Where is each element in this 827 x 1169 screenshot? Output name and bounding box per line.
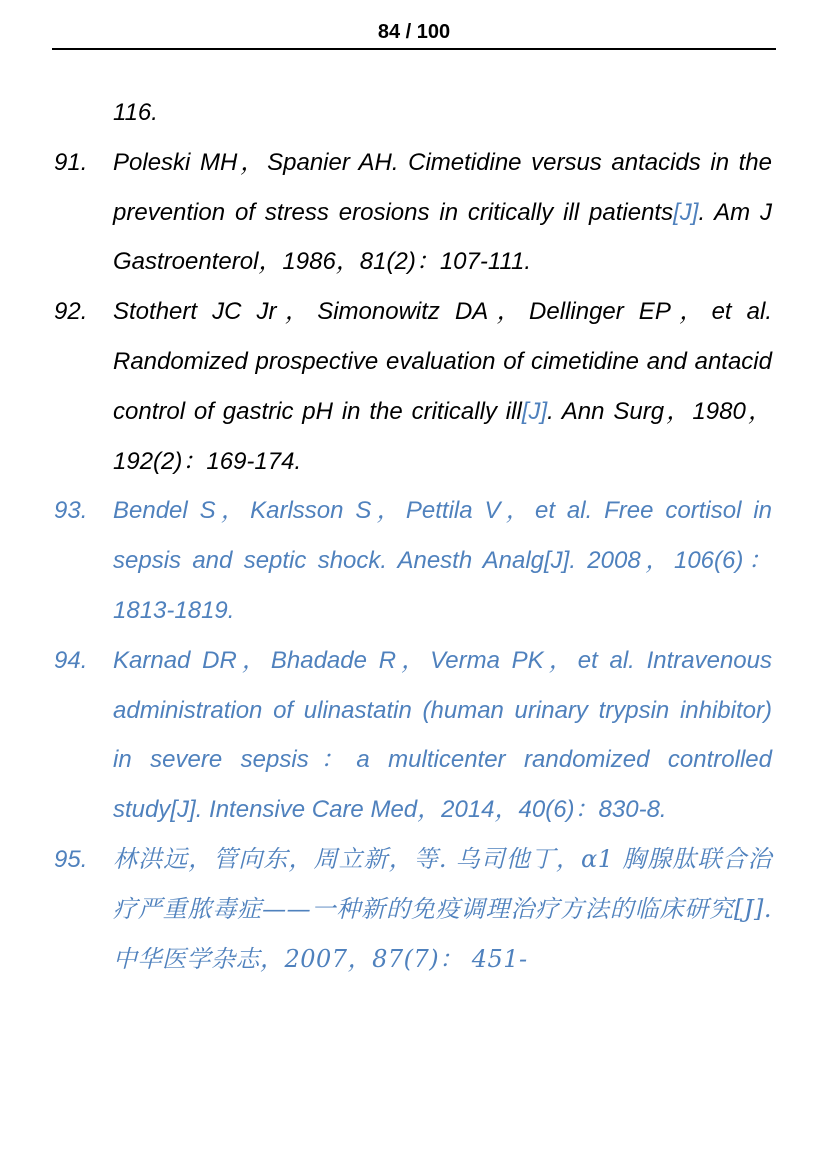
reference-93 bbox=[52, 486, 772, 635]
reference-text: Karnad DR，Bhadade R，Verma PK，et al. Intravenous administration of ulinastatin (human urinary trypsin inhibitor) in severe sepsis：a multicenter randomized controlled study[J]. Intensive Care Med，2014，40(6)：830-8. bbox=[113, 646, 772, 824]
reference-source: . Am J Gastroenterol，1986，81(2)：107-111. bbox=[113, 198, 772, 276]
page-number: 84 / 100 bbox=[377, 21, 451, 43]
reference-list bbox=[52, 88, 772, 984]
reference-type-tag: [J] bbox=[673, 198, 699, 226]
reference-number: 91. bbox=[54, 148, 88, 176]
reference-text: Stothert JC Jr，Simonowitz DA，Dellinger EP，et al. Randomized prospective evaluation of cimetidine and antacid control of gastric pH in the critically ill bbox=[113, 298, 772, 425]
reference-continuation-text: 116. bbox=[113, 99, 158, 126]
reference-type-tag: [J] bbox=[521, 397, 548, 425]
reference-95 bbox=[52, 835, 772, 984]
reference-text: 林洪远，管向东，周立新，等. 乌司他丁，α1 胸腺肽联合治疗严重脓毒症——一种新的免疫调理治疗方法的临床研究[J]. 中华医学杂志，2007，87(7)： 451- bbox=[113, 844, 772, 973]
reference-number: 95. bbox=[54, 845, 88, 873]
reference-number: 94. bbox=[54, 646, 88, 674]
reference-text: Bendel S，Karlsson S，Pettila V，et al. Free cortisol in sepsis and septic shock. Anesth Analg[J]. 2008，106(6)：1813-1819. bbox=[113, 497, 772, 624]
reference-text: Poleski MH，Spanier AH. Cimetidine versus antacids in the prevention of stress erosions in critically ill patients bbox=[113, 148, 772, 226]
page-header bbox=[52, 16, 776, 50]
reference-number: 92. bbox=[54, 298, 88, 326]
reference-source: . Ann Surg，1980，192(2)：169-174. bbox=[113, 397, 773, 475]
reference-92 bbox=[52, 287, 772, 486]
reference-94 bbox=[52, 636, 772, 835]
reference-number: 93. bbox=[54, 497, 88, 525]
reference-continuation bbox=[52, 88, 772, 138]
reference-91 bbox=[52, 138, 772, 287]
